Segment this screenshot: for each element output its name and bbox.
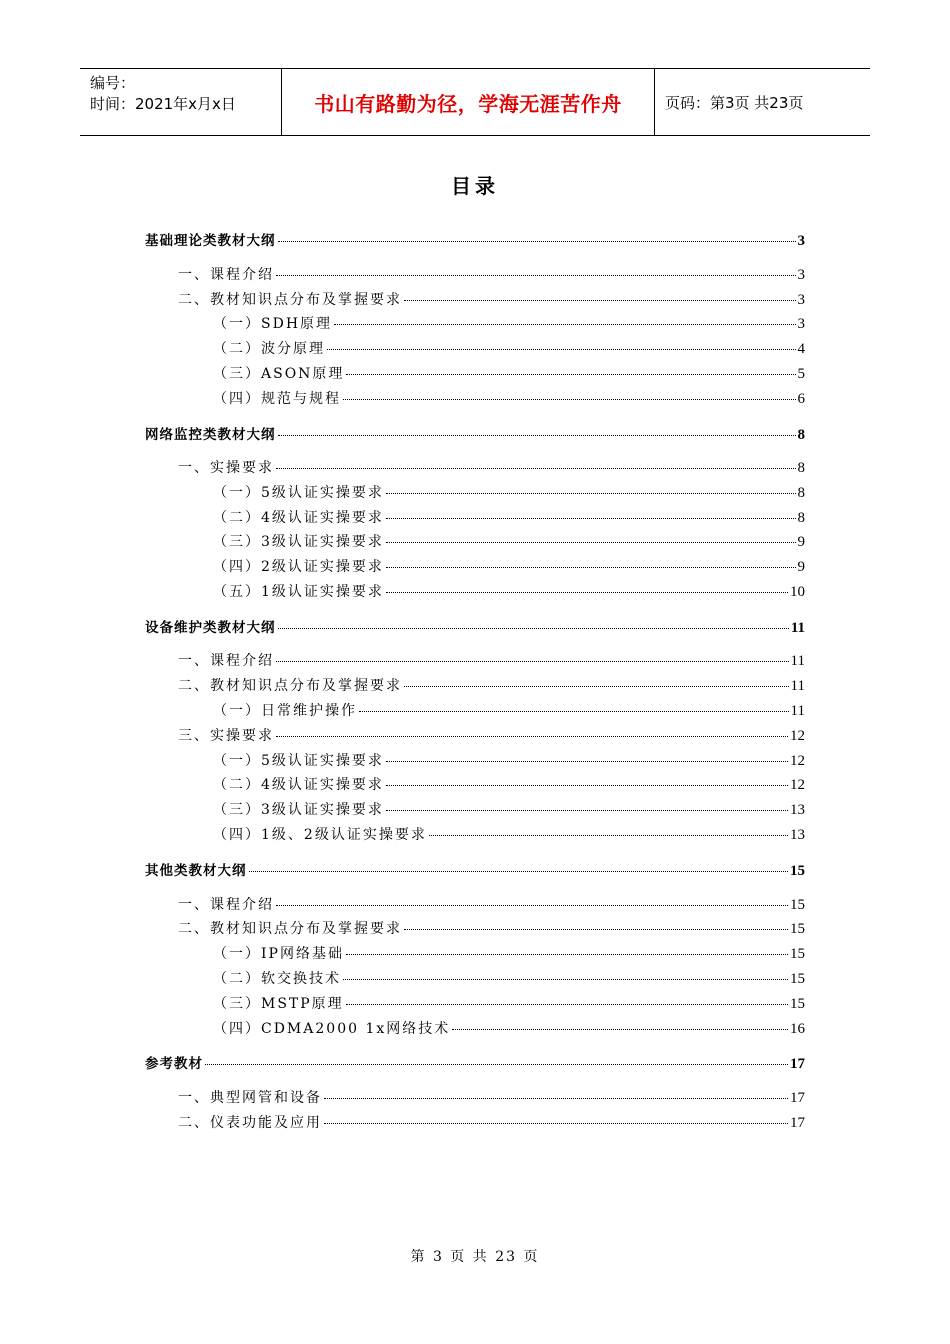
- toc-entry[interactable]: [213, 799, 805, 821]
- toc-entry-label: （一）5级认证实操要求: [213, 485, 384, 501]
- toc-entry[interactable]: [213, 993, 805, 1015]
- dot-leader: [404, 929, 788, 930]
- dot-leader: [346, 374, 795, 375]
- toc-entry[interactable]: [178, 457, 805, 479]
- dot-leader: [452, 1029, 788, 1030]
- dot-leader: [205, 1064, 788, 1065]
- toc-entry[interactable]: [178, 725, 805, 747]
- toc-entry-label: （一）日常维护操作: [213, 703, 357, 719]
- toc-entry-label: （一）SDH原理: [213, 316, 333, 332]
- toc-entry[interactable]: [213, 581, 805, 603]
- toc-entry[interactable]: [213, 943, 805, 965]
- toc-entry[interactable]: [213, 824, 805, 846]
- toc-entry-label: 二、教材知识点分布及掌握要求: [178, 921, 402, 937]
- toc-entry[interactable]: [213, 774, 805, 796]
- toc-entry-label: 基础理论类教材大纲: [145, 233, 276, 249]
- toc-page-number: 9: [797, 559, 805, 575]
- toc-page-number: 17: [790, 1115, 805, 1131]
- toc-entry-label: （一）5级认证实操要求: [213, 753, 384, 769]
- toc-page-number: 16: [790, 1021, 805, 1037]
- dot-leader: [276, 905, 788, 906]
- toc-entry-label: （四）规范与规程: [213, 391, 341, 407]
- header-motto: 书山有路勤为径，学海无涯苦作舟: [282, 69, 655, 135]
- toc-section[interactable]: [145, 616, 805, 638]
- toc-page-number: 8: [797, 510, 805, 526]
- toc-section[interactable]: [145, 1052, 805, 1074]
- page-header: [80, 68, 870, 136]
- toc-entry-label: 网络监控类教材大纲: [145, 427, 276, 443]
- dot-leader: [343, 979, 788, 980]
- dot-leader: [359, 711, 789, 712]
- toc-entry-label: （二）波分原理: [213, 341, 325, 357]
- dot-leader: [386, 761, 788, 762]
- toc-page-number: 12: [790, 753, 805, 769]
- toc-entry-label: （三）ASON原理: [213, 366, 345, 382]
- toc-entry[interactable]: [213, 338, 805, 360]
- dot-leader: [404, 686, 789, 687]
- dot-leader: [386, 810, 788, 811]
- toc-entry[interactable]: [213, 507, 805, 529]
- dot-leader: [249, 871, 789, 872]
- toc-page-number: 17: [790, 1056, 805, 1072]
- toc-entry-label: 一、典型网管和设备: [178, 1090, 322, 1106]
- toc-section[interactable]: [145, 859, 805, 881]
- toc-entry-label: 其他类教材大纲: [145, 863, 247, 879]
- dot-leader: [324, 1123, 788, 1124]
- toc-page-number: 6: [797, 391, 805, 407]
- toc-page-number: 13: [790, 827, 805, 843]
- toc-page-number: 4: [797, 341, 805, 357]
- dot-leader: [386, 785, 788, 786]
- dot-leader: [278, 628, 789, 629]
- toc-entry[interactable]: [178, 289, 805, 311]
- dot-leader: [346, 954, 788, 955]
- toc-page-number: 12: [790, 728, 805, 744]
- header-page-info: 页码：第3页 共23页: [665, 93, 804, 112]
- toc-entry-label: 参考教材: [145, 1056, 203, 1072]
- toc-page-number: 15: [790, 946, 805, 962]
- dot-leader: [386, 592, 788, 593]
- toc-entry-label: （二）4级认证实操要求: [213, 777, 384, 793]
- toc-page-number: 15: [790, 897, 805, 913]
- toc-entry-label: （二）软交换技术: [213, 971, 341, 987]
- dot-leader: [327, 349, 796, 350]
- dot-leader: [386, 567, 796, 568]
- toc-entry-label: （一）IP网络基础: [213, 946, 344, 962]
- toc-page-number: 12: [790, 777, 805, 793]
- dot-leader: [404, 300, 796, 301]
- toc-page-number: 11: [790, 620, 805, 636]
- toc-entry[interactable]: [213, 1018, 805, 1040]
- toc-page-number: 11: [790, 703, 805, 719]
- toc-entry[interactable]: [178, 1087, 805, 1109]
- toc-title: 目录: [451, 174, 499, 198]
- toc-entry[interactable]: [178, 894, 805, 916]
- toc-entry[interactable]: [178, 675, 805, 697]
- toc-entry[interactable]: [213, 750, 805, 772]
- dot-leader: [276, 736, 788, 737]
- toc-entry[interactable]: [213, 531, 805, 553]
- toc-page-number: 13: [790, 802, 805, 818]
- toc-page-number: 11: [790, 678, 805, 694]
- toc-entry-label: 设备维护类教材大纲: [145, 620, 276, 636]
- toc-page-number: 17: [790, 1090, 805, 1106]
- toc-section[interactable]: [145, 229, 805, 251]
- dot-leader: [276, 275, 796, 276]
- toc-page-number: 8: [797, 427, 805, 443]
- toc-entry-label: （三）3级认证实操要求: [213, 802, 384, 818]
- toc-entry-label: 三、实操要求: [178, 728, 274, 744]
- toc-entry[interactable]: [213, 556, 805, 578]
- toc-page-number: 15: [790, 971, 805, 987]
- toc-page-number: 15: [790, 921, 805, 937]
- toc-page-number: 5: [797, 366, 805, 382]
- toc-entry-label: 一、课程介绍: [178, 267, 274, 283]
- toc-entry[interactable]: [213, 388, 805, 410]
- toc-entry-label: （三）3级认证实操要求: [213, 534, 384, 550]
- toc-entry[interactable]: [178, 1112, 805, 1134]
- toc-entry[interactable]: [178, 918, 805, 940]
- dot-leader: [276, 468, 796, 469]
- dot-leader: [386, 518, 796, 519]
- toc-page-number: 15: [790, 863, 805, 879]
- toc-entry[interactable]: [213, 968, 805, 990]
- dot-leader: [278, 435, 796, 436]
- toc-entry[interactable]: [213, 482, 805, 504]
- toc-entry-label: （三）MSTP原理: [213, 996, 344, 1012]
- dot-leader: [346, 1004, 788, 1005]
- toc-page-number: 15: [790, 996, 805, 1012]
- toc-entry-label: 二、仪表功能及应用: [178, 1115, 322, 1131]
- toc-page-number: 8: [797, 460, 805, 476]
- toc-entry[interactable]: [178, 650, 805, 672]
- toc-page-number: 9: [797, 534, 805, 550]
- dot-leader: [429, 835, 788, 836]
- page-footer: 第 3 页 共 23 页: [410, 1249, 540, 1265]
- toc-entry-label: 一、实操要求: [178, 460, 274, 476]
- toc-page-number: 3: [797, 267, 805, 283]
- toc-entry[interactable]: [178, 264, 805, 286]
- header-meta: [80, 69, 282, 135]
- toc-page-number: 11: [790, 653, 805, 669]
- toc-entry-label: 一、课程介绍: [178, 897, 274, 913]
- toc-page-number: 8: [797, 485, 805, 501]
- toc-entry-label: 二、教材知识点分布及掌握要求: [178, 292, 402, 308]
- dot-leader: [278, 241, 796, 242]
- dot-leader: [343, 399, 796, 400]
- dot-leader: [324, 1098, 788, 1099]
- document-number-label: 编号：: [90, 74, 136, 92]
- toc-entry[interactable]: [213, 313, 805, 335]
- toc-entry-label: （五）1级认证实操要求: [213, 584, 384, 600]
- document-date: 时间：2021年x月x日: [90, 95, 236, 113]
- toc-page-number: 3: [797, 316, 805, 332]
- toc-entry-label: （二）4级认证实操要求: [213, 510, 384, 526]
- toc-page-number: 3: [797, 233, 805, 249]
- dot-leader: [276, 661, 789, 662]
- toc-page-number: 3: [797, 292, 805, 308]
- toc-entry[interactable]: [213, 700, 805, 722]
- toc-entry[interactable]: [213, 363, 805, 385]
- dot-leader: [386, 493, 796, 494]
- toc-entry-label: （四）2级认证实操要求: [213, 559, 384, 575]
- toc-section[interactable]: [145, 423, 805, 445]
- toc-page-number: 10: [790, 584, 805, 600]
- dot-leader: [334, 324, 795, 325]
- toc-entry-label: （四）CDMA2000 1x网络技术: [213, 1021, 451, 1037]
- toc-entry-label: 二、教材知识点分布及掌握要求: [178, 678, 402, 694]
- toc-entry-label: 一、课程介绍: [178, 653, 274, 669]
- dot-leader: [386, 542, 796, 543]
- toc-entry-label: （四）1级、2级认证实操要求: [213, 827, 427, 843]
